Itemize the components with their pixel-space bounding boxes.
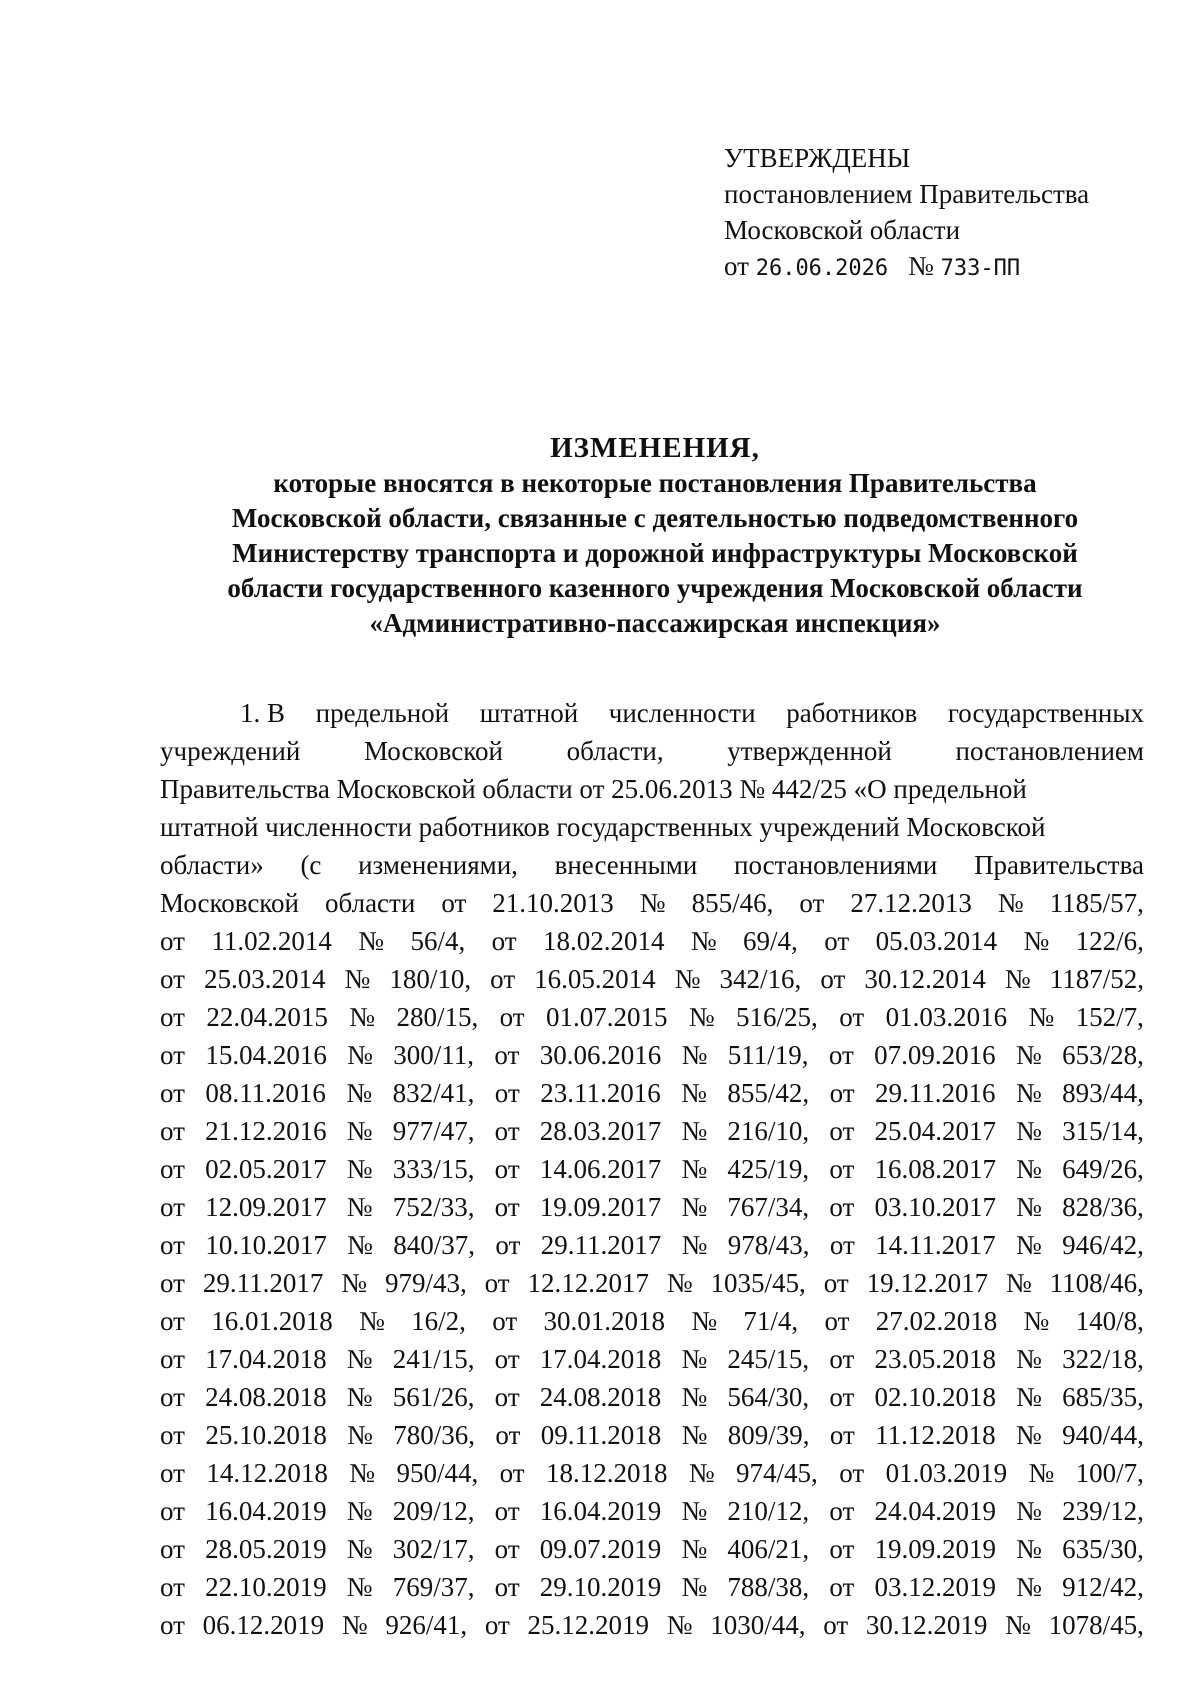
body-word: 02.10.2018	[874, 1382, 996, 1412]
body-word: 950/44,	[396, 1458, 479, 1488]
body-word: 25.04.2017	[874, 1116, 996, 1146]
body-word: №	[346, 1534, 373, 1564]
body-word: 12.09.2017	[205, 1192, 327, 1222]
body-word: №	[1005, 1268, 1032, 1298]
body-word: 280/15,	[396, 1002, 479, 1032]
body-word: 30.12.2019	[865, 1610, 988, 1640]
body-word: 23.05.2018	[874, 1344, 996, 1374]
body-word: от	[829, 1116, 855, 1146]
body-word: учреждений	[160, 736, 301, 766]
body-word: 511/19,	[727, 1040, 809, 1070]
body-text-line	[160, 694, 1144, 732]
body-word: 561/26,	[392, 1382, 475, 1412]
body-word: от	[829, 1382, 855, 1412]
document-subtitle-line: области государственного казенного учреждения Московской области	[227, 573, 1083, 603]
body-word: 25.12.2019	[527, 1610, 650, 1640]
body-word: 322/18,	[1062, 1344, 1144, 1374]
body-word: от	[160, 1192, 185, 1222]
body-word: 210/12,	[727, 1496, 810, 1526]
body-word: 29.10.2019	[539, 1572, 662, 1602]
approval-heading: УТВЕРЖДЕНЫ	[724, 143, 911, 173]
body-word: 01.03.2016	[885, 1002, 1008, 1032]
body-word: 767/34,	[727, 1192, 810, 1222]
body-word: 828/36,	[1062, 1192, 1144, 1222]
body-text-line	[160, 1606, 1144, 1644]
body-word: 1030/44,	[710, 1610, 806, 1640]
body-word: №	[674, 964, 701, 994]
body-word: 17.04.2018	[539, 1344, 662, 1374]
body-word: 1108/46,	[1049, 1268, 1144, 1298]
body-word: 01.03.2019	[885, 1458, 1008, 1488]
body-word: от	[160, 1496, 185, 1526]
body-word: области»	[160, 850, 264, 880]
body-text-line	[160, 1530, 1144, 1568]
body-word: постановлениями	[734, 850, 938, 880]
body-word: №	[1016, 1534, 1042, 1564]
body-word: 24.08.2018	[539, 1382, 662, 1412]
body-word: 406/21,	[727, 1534, 810, 1564]
body-word: 11.12.2018	[875, 1420, 996, 1450]
body-word: от	[824, 1306, 850, 1336]
body-word: 27.12.2013	[850, 888, 972, 918]
body-word: №	[688, 1458, 715, 1488]
body-word: №	[681, 1154, 708, 1184]
body-word: №	[1016, 1154, 1042, 1184]
body-word: 29.11.2017	[540, 1230, 662, 1260]
body-word: 19.09.2019	[874, 1534, 996, 1564]
body-word: 315/14,	[1062, 1116, 1144, 1146]
body-word: 30.06.2016	[539, 1040, 662, 1070]
body-word: №	[346, 1192, 373, 1222]
body-word: от	[839, 1458, 865, 1488]
body-word: 24.08.2018	[205, 1382, 327, 1412]
body-text-line	[160, 1188, 1144, 1226]
body-word: 23.11.2016	[540, 1078, 661, 1108]
body-word: 685/35,	[1062, 1382, 1144, 1412]
body-word: №	[997, 888, 1024, 918]
body-text-line	[160, 1112, 1144, 1150]
body-text-line	[160, 884, 1144, 922]
body-word: государственных	[947, 698, 1144, 728]
body-word: №	[666, 1268, 693, 1298]
body-word: изменениями,	[358, 850, 518, 880]
body-word: внесенными	[554, 850, 698, 880]
body-word: 516/25,	[736, 1002, 818, 1032]
body-word: области,	[566, 736, 664, 766]
approval-line-1: постановлением Правительства	[724, 179, 1090, 209]
body-word: от	[494, 1344, 520, 1374]
body-word: от	[495, 1230, 521, 1260]
body-word: от	[160, 1344, 185, 1374]
body-word: №	[341, 1268, 368, 1298]
body-word: 302/17,	[392, 1534, 475, 1564]
body-word: 978/43,	[727, 1230, 810, 1260]
body-word: 25.10.2018	[205, 1420, 327, 1450]
body-text-line	[160, 998, 1144, 1036]
body-text-line	[160, 1150, 1144, 1188]
body-word: №	[341, 1610, 368, 1640]
body-word: 22.10.2019	[205, 1572, 327, 1602]
body-word: (с	[300, 850, 322, 880]
body-word: штатной численности работников государственных учреждений Московской	[160, 812, 1046, 842]
approval-stamp-block	[724, 140, 1089, 287]
body-word: 09.07.2019	[539, 1534, 662, 1564]
body-word: 19.12.2017	[866, 1268, 989, 1298]
body-word: №	[358, 926, 385, 956]
body-word: 649/26,	[1062, 1154, 1144, 1184]
body-word: от	[160, 1382, 185, 1412]
body-word: от	[494, 1116, 520, 1146]
body-word: 30.12.2014	[864, 964, 986, 994]
body-word: 216/10,	[727, 1116, 810, 1146]
body-text-line	[160, 1226, 1144, 1264]
body-word: №	[346, 1344, 373, 1374]
body-word: 25.03.2014	[204, 964, 326, 994]
body-word: №	[349, 1458, 376, 1488]
body-word: №	[1016, 1382, 1042, 1412]
body-text-line	[160, 770, 1144, 808]
body-word: 832/41,	[392, 1078, 475, 1108]
body-word: от	[160, 1306, 185, 1336]
body-word: №	[681, 1344, 708, 1374]
body-word: 912/42,	[1062, 1572, 1144, 1602]
body-word: от	[491, 926, 517, 956]
body-word: 56/4,	[410, 926, 466, 956]
body-word: от	[823, 1610, 849, 1640]
body-word: №	[681, 1534, 708, 1564]
body-word: 300/11,	[393, 1040, 475, 1070]
body-text-line	[160, 1036, 1144, 1074]
body-word: №	[681, 1382, 708, 1412]
body-word: №	[1016, 1496, 1042, 1526]
body-word: 840/37,	[393, 1230, 476, 1260]
body-word: №	[681, 1116, 708, 1146]
approval-date-line	[724, 248, 1089, 287]
body-word: 16.04.2019	[205, 1496, 327, 1526]
body-text-line	[160, 1302, 1144, 1340]
document-title-block	[160, 430, 1150, 641]
body-word: утвержденной	[727, 736, 892, 766]
body-word: от	[820, 964, 846, 994]
document-subtitle-line: Министерству транспорта и дорожной инфраструктуры Московской	[232, 538, 1078, 568]
body-word: 71/4,	[743, 1306, 799, 1336]
body-word: от	[160, 1420, 185, 1450]
body-word: 769/37,	[392, 1572, 475, 1602]
body-word: от	[824, 926, 850, 956]
body-word: от	[829, 1534, 855, 1564]
body-word: 940/44,	[1062, 1420, 1144, 1450]
body-word: 30.01.2018	[543, 1306, 665, 1336]
body-word: №	[349, 1002, 376, 1032]
body-word: от	[160, 1154, 185, 1184]
body-word: 780/36,	[393, 1420, 476, 1450]
body-word: 1078/45,	[1048, 1610, 1144, 1640]
body-text-line	[160, 1492, 1144, 1530]
body-word: от	[823, 1268, 849, 1298]
body-word: от	[441, 888, 467, 918]
body-word: 653/28,	[1062, 1040, 1144, 1070]
body-word: №	[1028, 1002, 1055, 1032]
body-word: от	[494, 1382, 520, 1412]
body-word: 245/15,	[727, 1344, 810, 1374]
approval-date-prefix: от	[724, 251, 749, 281]
body-word: 241/15,	[392, 1344, 475, 1374]
body-word: 16.08.2017	[874, 1154, 996, 1184]
body-word: 564/30,	[727, 1382, 810, 1412]
body-word: от	[160, 1268, 185, 1298]
body-word: от	[829, 1192, 855, 1222]
body-word: №	[1016, 1116, 1042, 1146]
document-subtitle-line: которые вносятся в некоторые постановления Правительства	[273, 468, 1037, 498]
approval-number-prefix: №	[908, 251, 934, 281]
body-word: №	[1004, 964, 1031, 994]
body-word: от	[495, 1420, 521, 1450]
body-word: №	[1015, 1040, 1042, 1070]
body-word: 122/6,	[1075, 926, 1144, 956]
body-word: №	[1016, 1420, 1042, 1450]
body-word: №	[688, 1002, 715, 1032]
body-word: Московской	[160, 888, 300, 918]
body-word: 1. В	[240, 698, 286, 728]
body-word: 342/16,	[719, 964, 802, 994]
body-word: 22.04.2015	[206, 1002, 328, 1032]
body-word: №	[1023, 926, 1050, 956]
body-word: №	[639, 888, 666, 918]
body-word: 946/42,	[1062, 1230, 1144, 1260]
body-word: от	[160, 1078, 185, 1108]
body-word: от	[494, 1154, 520, 1184]
body-text-line	[160, 1568, 1144, 1606]
body-word: от	[160, 1610, 185, 1640]
body-word: 974/45,	[736, 1458, 818, 1488]
body-word: 1035/45,	[710, 1268, 806, 1298]
document-subtitle-line: Московской области, связанные с деятельностью подведомственного	[231, 503, 1079, 533]
body-word: 01.07.2015	[545, 1002, 668, 1032]
body-text-line	[160, 1454, 1144, 1492]
body-word: от	[839, 1002, 865, 1032]
body-word: 11.02.2014	[211, 926, 332, 956]
body-word: №	[681, 1496, 708, 1526]
body-word: 977/47,	[392, 1116, 475, 1146]
body-word: от	[484, 1268, 510, 1298]
body-word: №	[1015, 1078, 1042, 1108]
body-word: №	[347, 1230, 373, 1260]
body-text-line	[160, 808, 1144, 846]
body-word: 333/15,	[392, 1154, 475, 1184]
document-body-paragraph	[160, 694, 1144, 1644]
body-word: 28.03.2017	[539, 1116, 662, 1146]
body-word: области	[325, 888, 416, 918]
body-word: численности	[608, 698, 756, 728]
body-word: от	[829, 1572, 855, 1602]
body-word: 809/39,	[727, 1420, 810, 1450]
body-word: штатной	[479, 698, 579, 728]
body-word: 24.04.2019	[874, 1496, 996, 1526]
body-word: от	[492, 1306, 518, 1336]
body-word: 16/2,	[411, 1306, 466, 1336]
body-word: предельной	[315, 698, 450, 728]
body-word: 788/38,	[727, 1572, 810, 1602]
body-word: 21.12.2016	[205, 1116, 327, 1146]
body-word: от	[828, 1040, 854, 1070]
body-word: 239/12,	[1062, 1496, 1144, 1526]
body-word: №	[1005, 1610, 1031, 1640]
body-word: постановлением	[955, 736, 1144, 766]
body-word: 15.04.2016	[205, 1040, 327, 1070]
body-word: Правительства	[974, 850, 1144, 880]
body-word: от	[160, 1040, 185, 1070]
body-word: от	[160, 1534, 185, 1564]
body-word: №	[691, 1306, 718, 1336]
body-word: №	[346, 1154, 373, 1184]
body-word: от	[160, 1116, 185, 1146]
body-word: от	[494, 1040, 520, 1070]
body-word: от	[160, 1230, 185, 1260]
body-word: Правительства Московской области от 25.06.2013 № 442/25 «О предельной	[160, 774, 1027, 804]
body-word: 752/33,	[392, 1192, 475, 1222]
body-text-line	[160, 1074, 1144, 1112]
body-word: №	[681, 1040, 708, 1070]
body-word: 855/46,	[691, 888, 774, 918]
body-word: №	[1016, 1230, 1042, 1260]
body-word: 27.02.2018	[875, 1306, 998, 1336]
body-word: 855/42,	[727, 1078, 810, 1108]
body-word: от	[484, 1610, 510, 1640]
body-word: №	[690, 926, 717, 956]
body-word: №	[1023, 1306, 1050, 1336]
body-word: 08.11.2016	[205, 1078, 326, 1108]
body-word: 16.05.2014	[534, 964, 656, 994]
body-word: 29.11.2016	[875, 1078, 996, 1108]
body-word: 926/41,	[385, 1610, 468, 1640]
body-word: 16.01.2018	[211, 1306, 333, 1336]
body-word: 14.06.2017	[539, 1154, 662, 1184]
approval-line-2: Московской области	[724, 215, 961, 245]
body-word: 100/7,	[1075, 1458, 1144, 1488]
body-word: 10.10.2017	[205, 1230, 327, 1260]
body-word: от	[494, 1572, 520, 1602]
body-word: 17.04.2018	[205, 1344, 327, 1374]
body-word: 14.11.2017	[875, 1230, 996, 1260]
body-word: №	[347, 1420, 373, 1450]
body-word: от	[829, 1230, 855, 1260]
body-word: №	[681, 1230, 708, 1260]
approval-date: 26.06.2026	[755, 256, 889, 281]
body-word: №	[344, 964, 371, 994]
body-word: Московской	[363, 736, 503, 766]
body-word: от	[160, 1572, 185, 1602]
body-text-line	[160, 922, 1144, 960]
body-word: 02.05.2017	[205, 1154, 327, 1184]
body-word: от	[829, 1420, 855, 1450]
body-word: от	[829, 1496, 855, 1526]
body-word: 180/10,	[389, 964, 472, 994]
document-title: ИЗМЕНЕНИЯ,	[550, 432, 760, 464]
body-word: от	[829, 1344, 855, 1374]
body-word: от	[494, 1078, 520, 1108]
body-word: 12.12.2017	[527, 1268, 649, 1298]
body-word: №	[347, 1040, 373, 1070]
body-word: от	[829, 1154, 855, 1184]
body-word: от	[160, 1458, 185, 1488]
body-word: от	[829, 1078, 855, 1108]
body-word: 69/4,	[743, 926, 798, 956]
body-word: от	[160, 926, 185, 956]
body-word: 29.11.2017	[202, 1268, 324, 1298]
body-text-line	[160, 1264, 1144, 1302]
body-word: 635/30,	[1062, 1534, 1144, 1564]
body-word: от	[799, 888, 825, 918]
body-word: 19.09.2017	[539, 1192, 662, 1222]
body-word: 16.04.2019	[539, 1496, 662, 1526]
body-word: от	[160, 964, 185, 994]
body-word: №	[346, 1572, 373, 1602]
body-text-line	[160, 960, 1144, 998]
body-word: 152/7,	[1075, 1002, 1144, 1032]
body-word: №	[1016, 1572, 1042, 1602]
body-word: работников	[786, 698, 918, 728]
body-word: 1187/52,	[1049, 964, 1144, 994]
body-word: 03.12.2019	[874, 1572, 996, 1602]
body-word: от	[494, 1192, 520, 1222]
body-word: 28.05.2019	[205, 1534, 327, 1564]
body-word: 979/43,	[384, 1268, 467, 1298]
body-word: 14.12.2018	[206, 1458, 328, 1488]
body-word: №	[681, 1572, 708, 1602]
body-word: 03.10.2017	[874, 1192, 996, 1222]
body-text-line	[160, 846, 1144, 884]
body-text-line	[160, 1416, 1144, 1454]
body-word: №	[681, 1078, 707, 1108]
body-word: 09.11.2018	[540, 1420, 662, 1450]
body-word: 140/8,	[1075, 1306, 1144, 1336]
body-word: 07.09.2016	[874, 1040, 996, 1070]
body-text-line	[160, 732, 1144, 770]
body-word: от	[490, 964, 516, 994]
approval-number: 733-ПП	[940, 256, 1021, 281]
body-word: №	[359, 1306, 385, 1336]
body-word: №	[346, 1382, 373, 1412]
body-text-line	[160, 1378, 1144, 1416]
body-word: 06.12.2019	[202, 1610, 325, 1640]
body-word: от	[494, 1496, 520, 1526]
body-word: №	[1016, 1344, 1042, 1374]
document-subtitle-line: «Административно-пассажирская инспекция»	[369, 608, 941, 638]
body-word: 05.03.2014	[875, 926, 998, 956]
body-text-line	[160, 1340, 1144, 1378]
body-word: №	[666, 1610, 693, 1640]
body-word: №	[1016, 1192, 1042, 1222]
body-word: 209/12,	[392, 1496, 475, 1526]
body-word: 1185/57,	[1049, 888, 1144, 918]
body-word: №	[346, 1078, 373, 1108]
body-word: №	[346, 1116, 373, 1146]
body-word: №	[681, 1192, 708, 1222]
body-word: от	[494, 1534, 520, 1564]
body-word: 18.02.2014	[542, 926, 665, 956]
body-word: от	[499, 1002, 525, 1032]
body-word: №	[346, 1496, 373, 1526]
body-word: №	[1028, 1458, 1055, 1488]
body-word: №	[681, 1420, 708, 1450]
body-word: от	[499, 1458, 525, 1488]
body-word: 893/44,	[1062, 1078, 1144, 1108]
body-word: 425/19,	[727, 1154, 810, 1184]
body-word: 21.10.2013	[492, 888, 614, 918]
body-word: от	[160, 1002, 185, 1032]
body-word: 18.12.2018	[545, 1458, 668, 1488]
